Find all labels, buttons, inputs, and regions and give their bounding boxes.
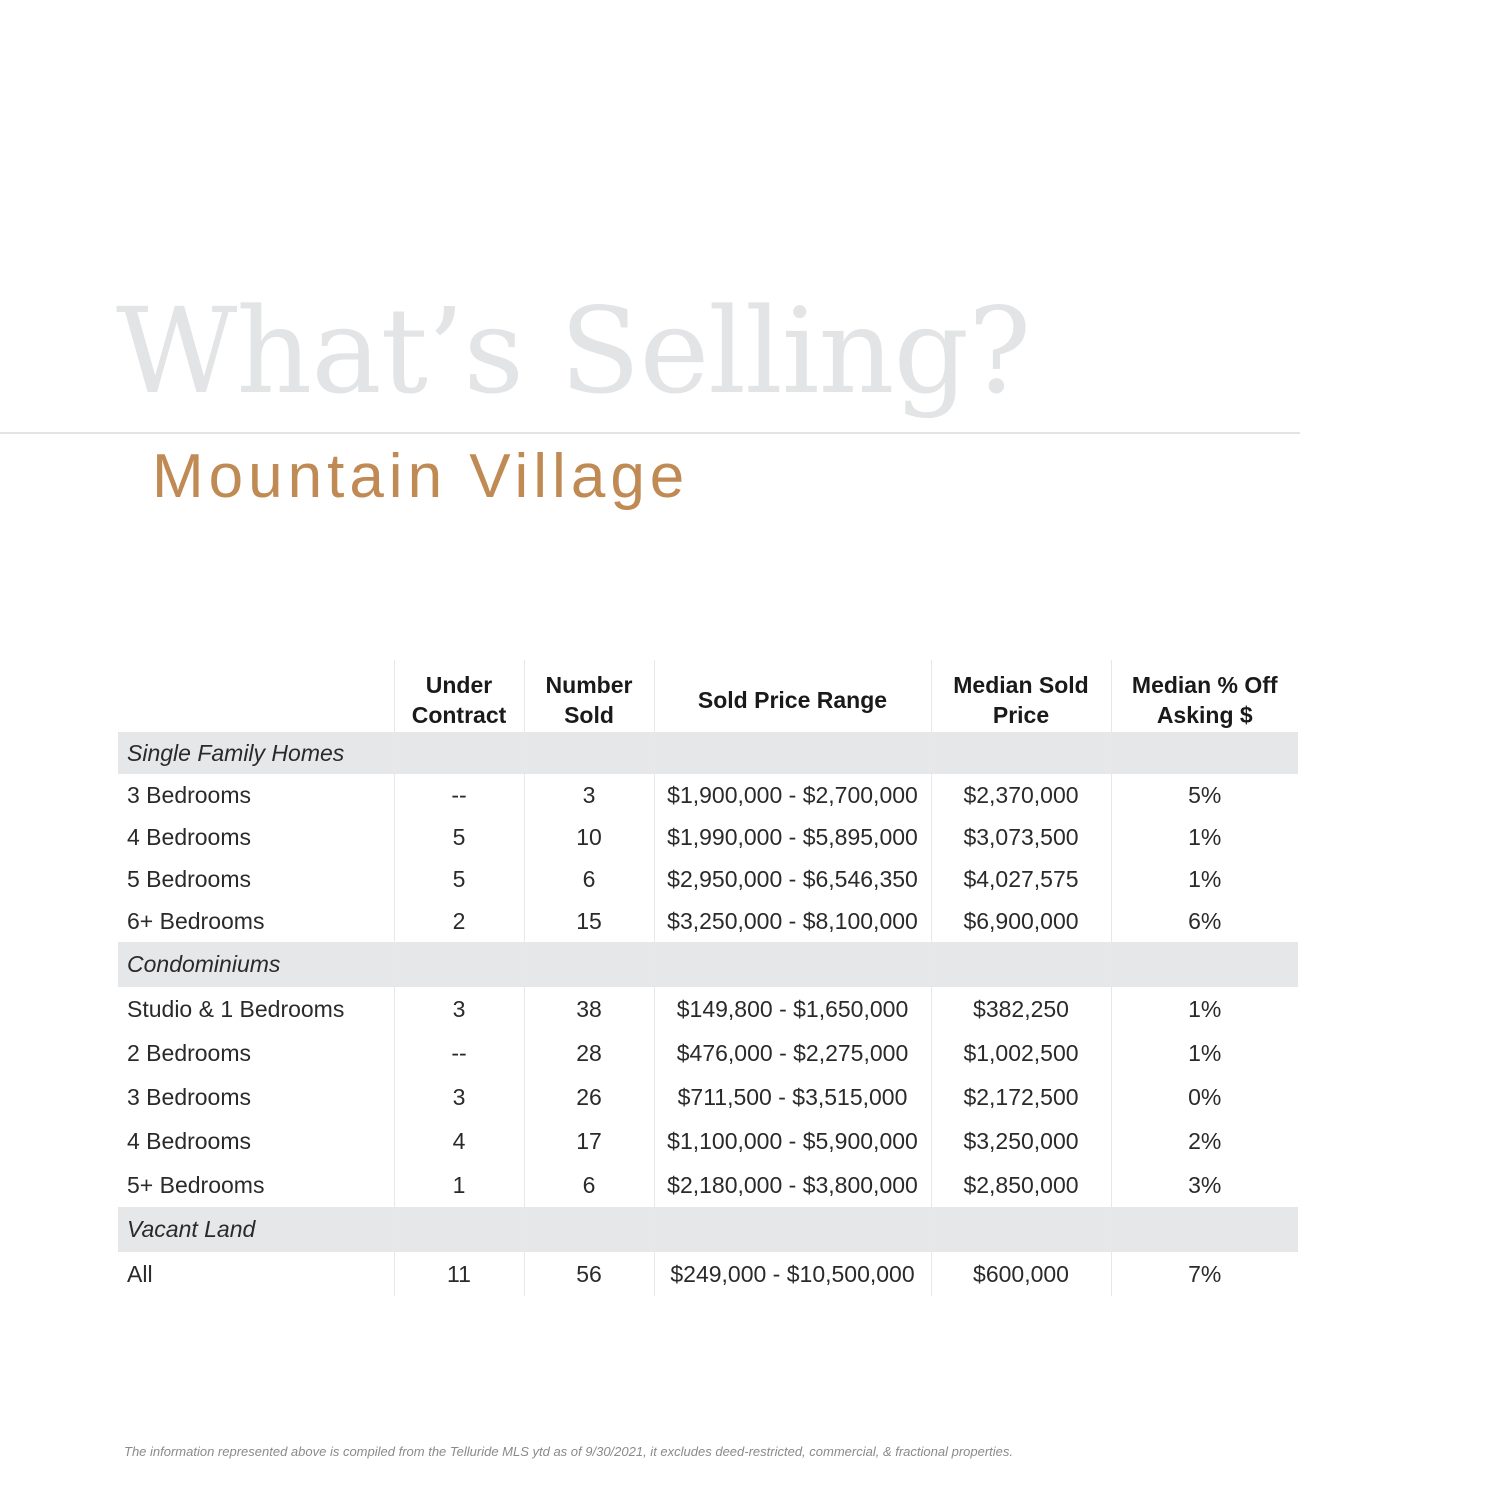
price-range-cell: $476,000 - $2,275,000 — [654, 1031, 931, 1075]
under-contract-cell: 11 — [394, 1252, 524, 1296]
percent-off-cell: 5% — [1111, 774, 1298, 816]
header-category — [118, 660, 394, 732]
title-divider — [0, 432, 1300, 434]
under-contract-cell: -- — [394, 774, 524, 816]
median-price-cell: $6,900,000 — [931, 900, 1111, 942]
source-footnote: The information represented above is compiled from the Telluride MLS ytd as of 9/30/2021, it excludes deed-restricted, commercial, & fractional properties. — [124, 1444, 1014, 1459]
price-range-cell: $2,180,000 - $3,800,000 — [654, 1163, 931, 1207]
table-row — [118, 774, 1298, 816]
median-price-cell: $382,250 — [931, 987, 1111, 1031]
row-label: 2 Bedrooms — [127, 1039, 252, 1066]
median-price-cell: $1,002,500 — [931, 1031, 1111, 1075]
row-label: All — [127, 1260, 153, 1287]
percent-off-cell: 7% — [1111, 1252, 1298, 1296]
section-row-vacant-land — [118, 1207, 1298, 1252]
price-range-cell: $1,100,000 - $5,900,000 — [654, 1119, 931, 1163]
median-price-cell: $4,027,575 — [931, 858, 1111, 900]
table-row — [118, 900, 1298, 942]
header-under-contract: Under Contract — [394, 660, 524, 732]
percent-off-cell: 1% — [1111, 1031, 1298, 1075]
section-label: Condominiums — [118, 942, 394, 987]
header-median-sold-price: Median Sold Price — [931, 660, 1111, 732]
row-label: 3 Bedrooms — [127, 1083, 252, 1110]
header-number-sold: Number Sold — [524, 660, 654, 732]
number-sold-cell: 6 — [524, 1163, 654, 1207]
table-row — [118, 1031, 1298, 1075]
median-price-cell: $2,172,500 — [931, 1075, 1111, 1119]
percent-off-cell: 1% — [1111, 816, 1298, 858]
median-price-cell: $3,073,500 — [931, 816, 1111, 858]
percent-off-cell: 0% — [1111, 1075, 1298, 1119]
row-label: 6+ Bedrooms — [127, 907, 265, 934]
sales-table-container — [118, 660, 1298, 1296]
header-sold-price-range: Sold Price Range — [654, 660, 931, 732]
number-sold-cell: 10 — [524, 816, 654, 858]
price-range-cell: $1,900,000 - $2,700,000 — [654, 774, 931, 816]
section-label: Vacant Land — [118, 1207, 394, 1252]
row-label: 4 Bedrooms — [127, 1127, 252, 1154]
median-price-cell: $2,850,000 — [931, 1163, 1111, 1207]
section-label: Single Family Homes — [118, 732, 394, 774]
under-contract-cell: -- — [394, 1031, 524, 1075]
under-contract-cell: 3 — [394, 987, 524, 1031]
price-range-cell: $149,800 - $1,650,000 — [654, 987, 931, 1031]
median-price-cell: $600,000 — [931, 1252, 1111, 1296]
price-range-cell: $2,950,000 - $6,546,350 — [654, 858, 931, 900]
number-sold-cell: 38 — [524, 987, 654, 1031]
section-row-condominiums — [118, 942, 1298, 987]
median-price-cell: $2,370,000 — [931, 774, 1111, 816]
row-label: 3 Bedrooms — [127, 781, 252, 808]
section-row-single-family-homes — [118, 732, 1298, 774]
price-range-cell: $249,000 - $10,500,000 — [654, 1252, 931, 1296]
percent-off-cell: 1% — [1111, 858, 1298, 900]
table-row — [118, 858, 1298, 900]
under-contract-cell: 2 — [394, 900, 524, 942]
table-row — [118, 1163, 1298, 1207]
under-contract-cell: 5 — [394, 816, 524, 858]
number-sold-cell: 26 — [524, 1075, 654, 1119]
price-range-cell: $3,250,000 - $8,100,000 — [654, 900, 931, 942]
under-contract-cell: 1 — [394, 1163, 524, 1207]
table-row — [118, 1252, 1298, 1296]
under-contract-cell: 5 — [394, 858, 524, 900]
number-sold-cell: 17 — [524, 1119, 654, 1163]
percent-off-cell: 3% — [1111, 1163, 1298, 1207]
header-median-percent-off: Median % Off Asking $ — [1111, 660, 1298, 732]
number-sold-cell: 28 — [524, 1031, 654, 1075]
sales-table — [118, 660, 1298, 1296]
number-sold-cell: 15 — [524, 900, 654, 942]
percent-off-cell: 6% — [1111, 900, 1298, 942]
page-subtitle: Mountain Village — [152, 442, 690, 511]
row-label: 5 Bedrooms — [127, 865, 252, 892]
number-sold-cell: 6 — [524, 858, 654, 900]
row-label: 5+ Bedrooms — [127, 1171, 265, 1198]
row-label: Studio & 1 Bedrooms — [127, 995, 345, 1022]
table-header-row — [118, 660, 1298, 732]
page-title: What’s Selling? — [116, 282, 1031, 420]
percent-off-cell: 1% — [1111, 987, 1298, 1031]
number-sold-cell: 56 — [524, 1252, 654, 1296]
under-contract-cell: 4 — [394, 1119, 524, 1163]
table-row — [118, 987, 1298, 1031]
table-row — [118, 1075, 1298, 1119]
percent-off-cell: 2% — [1111, 1119, 1298, 1163]
number-sold-cell: 3 — [524, 774, 654, 816]
price-range-cell: $711,500 - $3,515,000 — [654, 1075, 931, 1119]
median-price-cell: $3,250,000 — [931, 1119, 1111, 1163]
table-row — [118, 1119, 1298, 1163]
row-label: 4 Bedrooms — [127, 823, 252, 850]
table-row — [118, 816, 1298, 858]
price-range-cell: $1,990,000 - $5,895,000 — [654, 816, 931, 858]
under-contract-cell: 3 — [394, 1075, 524, 1119]
